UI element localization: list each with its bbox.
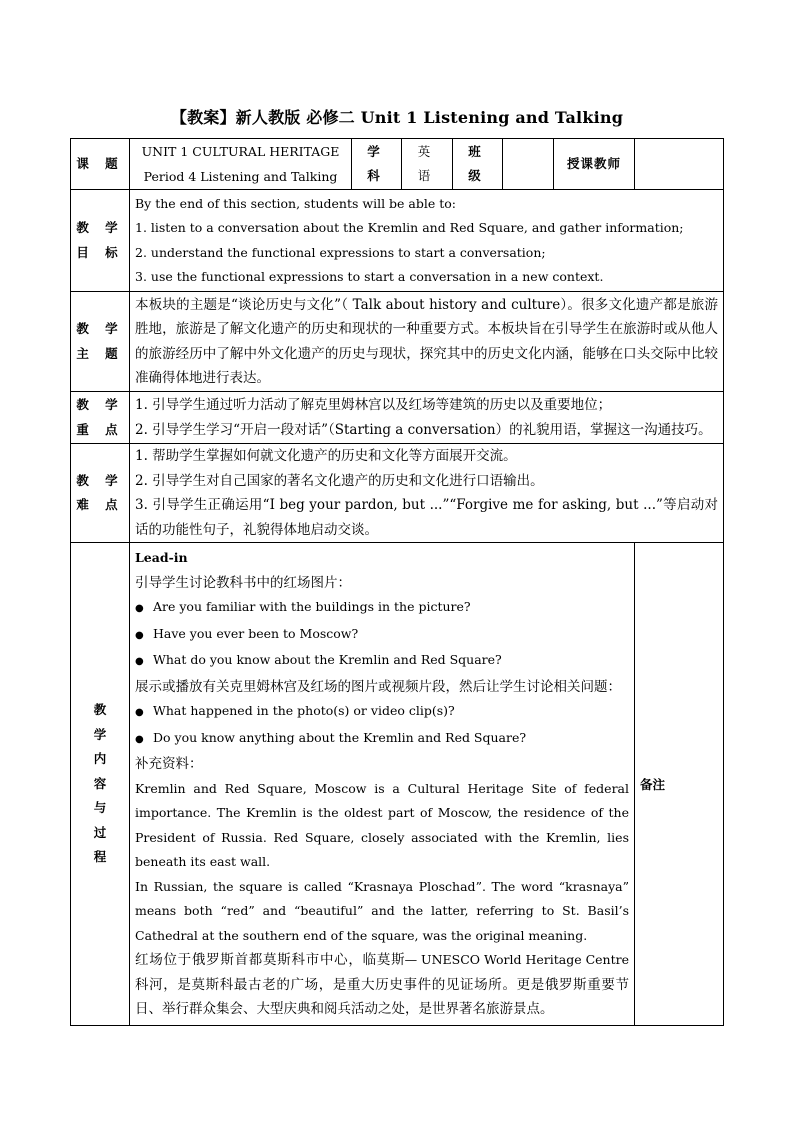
teacher-value — [635, 139, 724, 190]
key-points-label — [71, 392, 130, 444]
process-label-char-6: 过 — [93, 824, 107, 840]
remarks-label: 备注 — [640, 776, 666, 792]
topic-line-2: Period 4 Listening and Talking — [143, 169, 338, 184]
key-point-1: 1. 引导学生通过听力活动了解克里姆林宫以及红场等建筑的历史以及重要地位； — [135, 397, 612, 413]
remarks-cell — [635, 543, 724, 1026]
question-text: Do you know anything about the Kremlin and Red Square? — [153, 729, 527, 745]
difficulties-label-line-2: 难 点 — [76, 497, 124, 512]
subject-label: 学 科 — [352, 139, 402, 190]
key-points-label-line-2: 重 点 — [76, 421, 124, 437]
header-row — [71, 139, 724, 190]
supplement-paragraph-2 — [135, 875, 629, 968]
key-point-2: 2. 引导学生学习“开启一段对话”（Starting a conversation）的礼貌用语，掌握这一沟通技巧。 — [135, 421, 712, 438]
question-text: Are you familiar with the buildings in the picture? — [153, 599, 471, 615]
difficulties-content — [130, 444, 724, 543]
process-content — [130, 543, 635, 1026]
leadin-title: Lead-in — [135, 550, 188, 566]
topic-value — [130, 139, 352, 190]
class-value — [503, 139, 554, 190]
theme-label — [71, 292, 130, 392]
supplement-label: 补充资料： — [135, 756, 203, 773]
objective-item-1: 1. listen to a conversation about the Kremlin and Red Square, and gather information; — [135, 220, 684, 235]
objective-intro: By the end of this section, students will be able to: — [135, 195, 457, 211]
leadin-intro-2: 展示或播放有关克里姆林宫及红场的图片或视频片段，然后让学生讨论相关问题： — [135, 678, 621, 695]
question-item — [135, 699, 629, 726]
difficulties-label — [71, 444, 130, 543]
objectives-label-line-2: 目 标 — [76, 244, 124, 260]
supplement-paragraph-3: 红场位于俄罗斯首都莫斯科市中心，临莫斯科河，是莫斯科最古老的广场，是重大历史事件的见证场所。更是俄罗斯重要节日、举行群众集会、大型庆典和阅兵活动之处，是世界著名旅游景点。 — [135, 952, 629, 1018]
objectives-content — [130, 190, 724, 292]
topic-line-1: UNIT 1 CULTURAL HERITAGE — [141, 144, 340, 159]
topic-label: 课 题 — [71, 139, 130, 190]
difficulty-3: 3. 引导学生正确运用“I beg your pardon, but ...”“Forgive me for asking, but ...”等启动对话的功能性句子，礼貌得体地启动交谈。 — [135, 497, 718, 538]
process-label-char-4: 容 — [93, 775, 107, 791]
process-label — [71, 543, 130, 1026]
theme-row — [71, 292, 724, 392]
difficulty-2: 2. 引导学生对自己国家的著名文化遗产的历史和文化进行口语输出。 — [135, 472, 544, 489]
question-text: What happened in the photo(s) or video clip(s)? — [153, 703, 455, 719]
objectives-label — [71, 190, 130, 292]
class-label: 班 级 — [453, 139, 503, 190]
page-title: 【教案】新人教版 必修二 Unit 1 Listening and Talking — [170, 108, 624, 127]
process-row — [71, 543, 724, 1026]
question-item — [135, 648, 629, 675]
supplement-paragraph-2-text: In Russian, the square is called “Krasnaya Ploschad”. The word “krasnaya” means both “red” and “beautiful” and the latter, referring to St. Basil’s Cathedral at the southern end of the square, was the original meaning. — [135, 878, 629, 943]
question-item — [135, 595, 629, 622]
difficulties-label-line-1: 教 学 — [76, 472, 124, 488]
key-points-label-line-1: 教 学 — [76, 397, 124, 412]
objective-item-2: 2. understand the functional expressions to start a conversation; — [135, 244, 546, 260]
process-label-char-1: 教 — [93, 702, 107, 718]
process-label-char-3: 内 — [93, 751, 107, 767]
subject-value: 英 语 — [402, 139, 453, 190]
objectives-row — [71, 190, 724, 292]
question-text: What do you know about the Kremlin and Red Square? — [153, 652, 502, 668]
question-text: Have you ever been to Moscow? — [153, 625, 359, 641]
teacher-label: 授课教师 — [554, 139, 635, 190]
key-points-row — [71, 392, 724, 444]
key-points-content — [130, 392, 724, 444]
theme-content: 本板块的主题是“谈论历史与文化”（ Talk about history and culture）。很多文化遗产都是旅游胜地，旅游是了解文化遗产的历史和现状的一种重要方式。本板块旨在引导学生在旅游时或从他人的旅游经历中了解中外文化遗产的历史与现状，探究其中的历史文化内涵，能够在口头交际中比较准确得体地进行表达。 — [130, 292, 724, 392]
question-item — [135, 622, 629, 649]
objectives-label-line-1: 教 学 — [76, 220, 124, 235]
process-label-char-5: 与 — [93, 800, 107, 816]
lesson-plan-table — [70, 138, 724, 1026]
theme-label-line-2: 主 题 — [76, 345, 124, 361]
question-item — [135, 726, 629, 753]
process-label-char-2: 学 — [93, 726, 107, 742]
objective-item-3: 3. use the functional expressions to start a conversation in a new context. — [135, 269, 604, 284]
difficulties-row — [71, 444, 724, 543]
leadin-intro-1: 引导学生讨论教科书中的红场图片： — [135, 574, 351, 591]
theme-label-line-1: 教 学 — [76, 321, 124, 336]
difficulty-1: 1. 帮助学生掌握如何就文化遗产的历史和文化等方面展开交流。 — [135, 448, 517, 464]
source-citation: — UNESCO World Heritage Centre — [404, 952, 629, 968]
supplement-paragraph-1: Kremlin and Red Square, Moscow is a Cultural Heritage Site of federal importance. The Kremlin is the oldest part of Moscow, the residence of the President of Russia. Red Square, closely associated with the Kremlin, lies beneath its east wall. — [135, 780, 629, 870]
process-label-char-7: 程 — [93, 849, 107, 865]
